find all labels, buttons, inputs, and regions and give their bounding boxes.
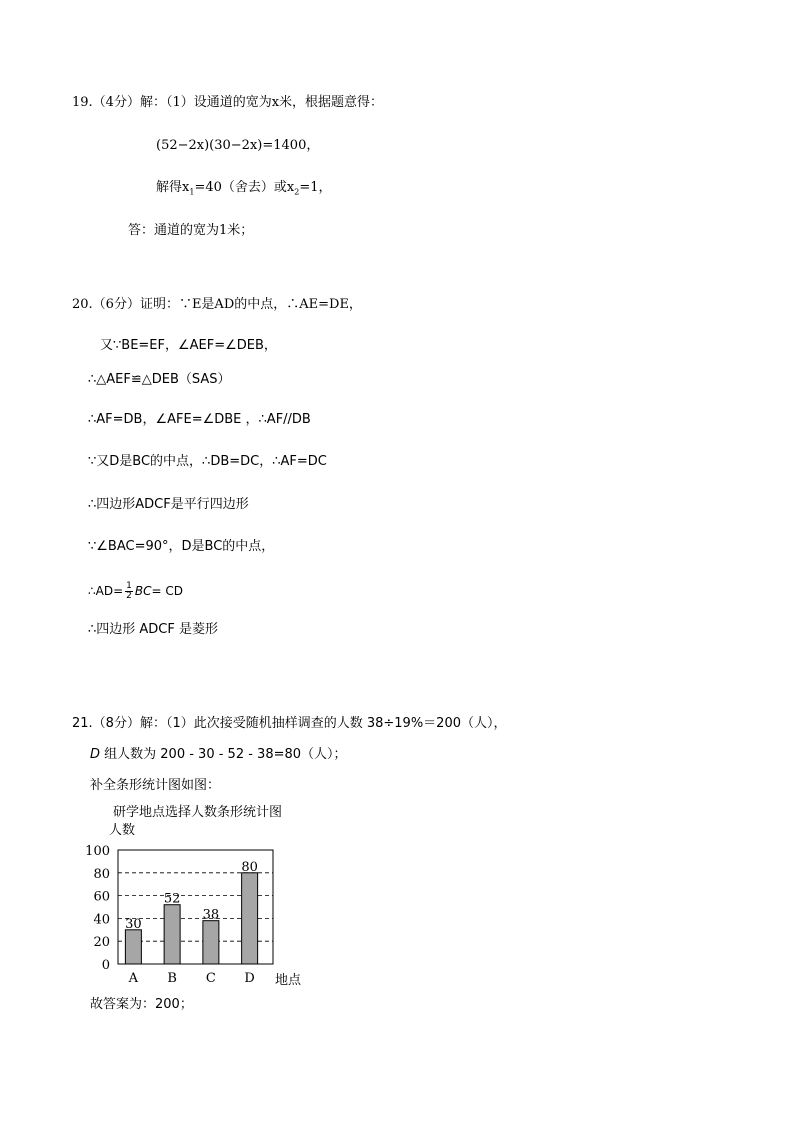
q21-header: 21.（8分）解：（1）此次接受随机抽样调查的人数 38÷19%＝200（人）， [72,716,507,731]
bar-B [164,905,180,964]
q21-answer: 故答案为：200； [90,997,193,1012]
data-label-D: 80 [241,859,258,875]
q20-line7: ∴AD= $\frac{1}{2}$ BC= CD [88,581,183,601]
q20-line2: ∴△AEF≌△DEB（SAS） [88,372,231,387]
q21-line2: 补全条形统计图如图： [90,778,221,793]
data-label-A: 30 [125,916,142,932]
x-tick-label-A: A [128,971,139,986]
q20-header: 20.（6分）证明：∵E是AD的中点，∴AE=DE， [72,297,362,312]
y-tick-label: 60 [93,889,110,905]
x-tick-label-B: B [167,971,177,986]
bar-chart [85,800,328,995]
y-tick-label: 0 [101,958,110,973]
q19-answer: 答：通道的宽为1米； [128,223,254,238]
x-axis-label: 地点 [275,973,302,988]
q21-line1: D 组人数为 200 - 30 - 52 - 38=80（人）； [90,747,347,762]
q19-header: 19.（4分）解：（1）设通道的宽为x米，根据题意得： [72,95,384,110]
data-label-C: 38 [202,907,220,923]
q20-line4: ∵又D是BC的中点，∴DB=DC，∴AF=DC [88,454,327,469]
bar-D [242,873,258,964]
q20-line1: 又∵BE=EF，∠AEF=∠DEB， [100,338,277,353]
q19-solution: 解得$x_1=40$（舍去）或$x_2=1$， [156,180,332,197]
q20-line5: ∴四边形ADCF是平行四边形 [88,497,249,512]
data-label-B: 52 [163,891,181,907]
x-tick-label-D: D [244,971,255,986]
y-tick-label: 100 [85,844,110,859]
q20-line6: ∵∠BAC=90°，D是BC的中点， [88,539,275,554]
y-tick-label: 20 [93,935,110,951]
q20-line8: ∴四边形 ADCF 是菱形 [88,622,218,637]
chart-title: 研学地点选择人数条形统计图 [113,805,283,820]
bar-A [125,930,141,964]
x-tick-label-C: C [205,971,216,986]
bar-C [203,921,219,964]
y-tick-label: 40 [93,912,110,928]
y-axis-label: 人数 [109,823,136,838]
q20-line3: ∴AF=DB，∠AFE=∠DBE ，∴AF//DB [88,412,311,427]
fraction-one-half: $\frac{1}{2}$ [126,581,132,601]
q19-equation: (52−2x)(30−2x)=1400， [156,138,320,153]
y-tick-label: 80 [93,866,110,882]
